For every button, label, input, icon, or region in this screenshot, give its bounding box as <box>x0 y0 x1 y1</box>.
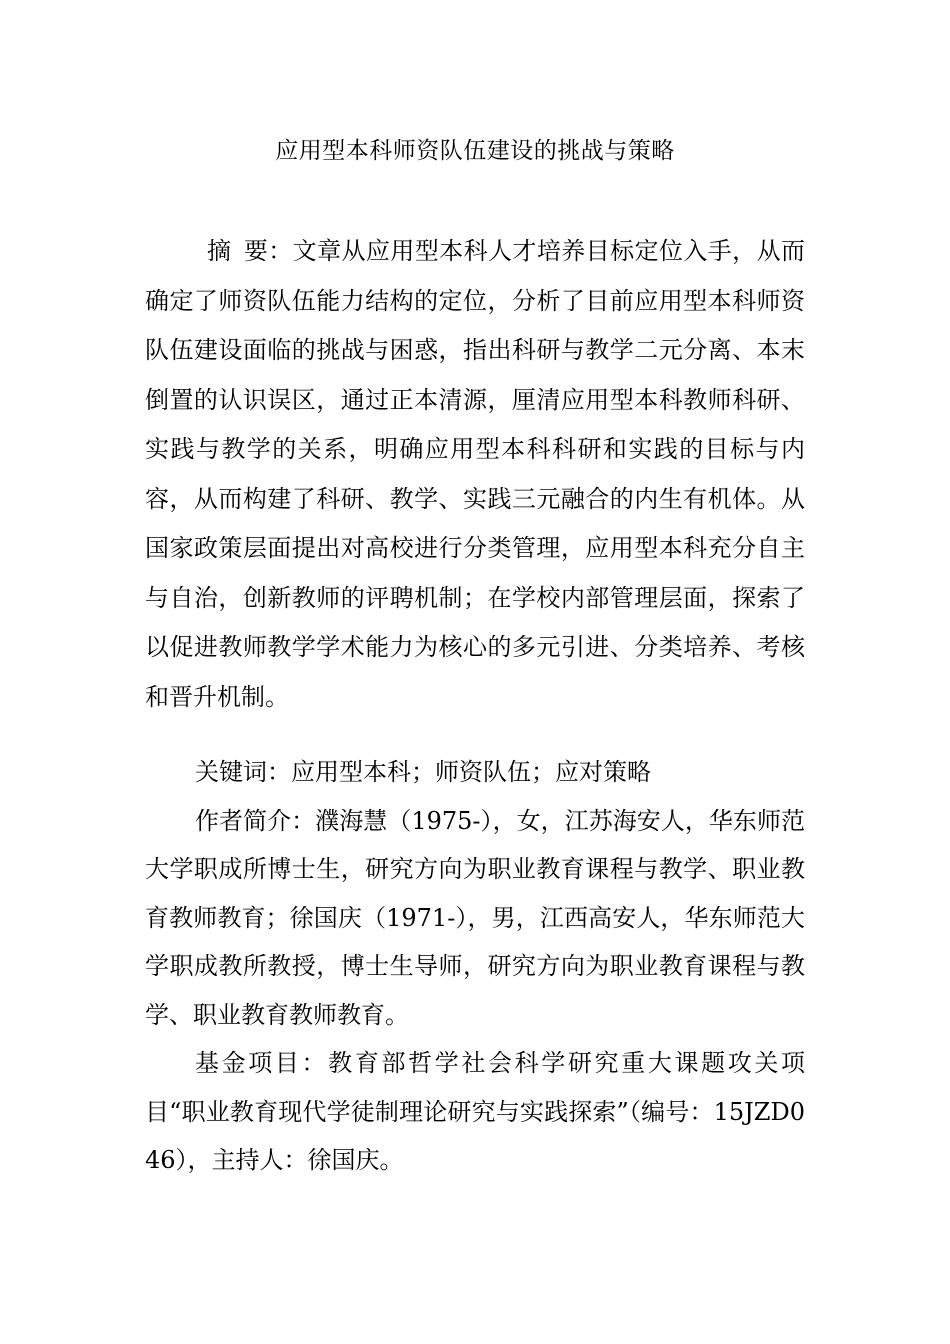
author-intro-paragraph: 作者简介：濮海慧（1975-），女，江苏海安人，华东师范大学职成所博士生，研究方向为职业教育课程与教学、职业教育教师教育；徐国庆（1971-），男，江西高安人，华东师范大学职成教所教授，博士生导师，研究方向为职业教育课程与教学、职业教育教师教育。 <box>145 806 805 1029</box>
fund-paragraph: 基金项目：教育部哲学社会科学研究重大课题攻关项目“职业教育现代学徒制理论研究与实践探索”（编号：15JZD046），主持人：徐国庆。 <box>145 1049 805 1174</box>
abstract-label-part1: 摘 <box>207 237 232 265</box>
abstract-label-part2: 要： <box>243 237 293 265</box>
metadata-section <box>145 748 805 1185</box>
document-title: 应用型本科师资队伍建设的挑战与策略 <box>275 138 675 164</box>
abstract-paragraph <box>145 227 805 722</box>
abstract-text: 文章从应用型本科人才培养目标定位入手，从而确定了师资队伍能力结构的定位，分析了目前应用型本科师资队伍建设面临的挑战与困惑，指出科研与教学二元分离、本末倒置的认识误区，通过正本清源，厘清应用型本科教师科研、实践与教学的关系，明确应用型本科科研和实践的目标与内容，从而构建了科研、教学、实践三元融合的内生有机体。从国家政策层面提出对高校进行分类管理，应用型本科充分自主与自治，创新教师的评聘机制；在学校内部管理层面，探索了以促进教师教学学术能力为核心的多元引进、分类培养、考核和晋升机制。 <box>145 237 806 711</box>
keywords-line: 关键词：应用型本科；师资队伍；应对策略 <box>195 758 651 786</box>
